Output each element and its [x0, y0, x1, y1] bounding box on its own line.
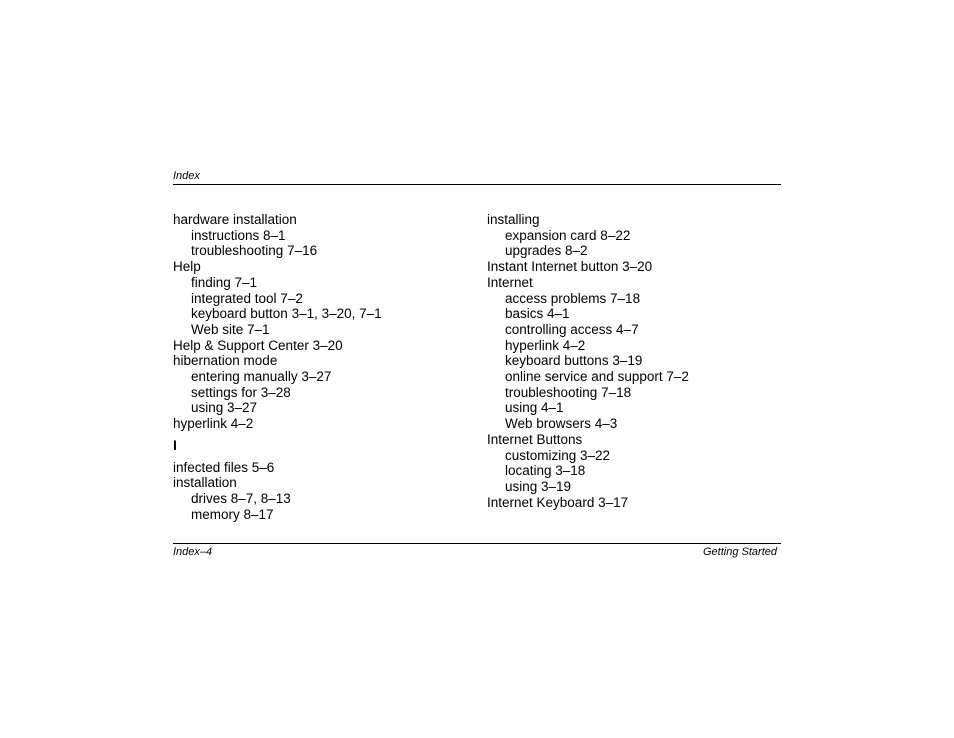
index-column-right	[487, 212, 787, 510]
index-entry: Internet Keyboard 3–17	[487, 494, 629, 510]
index-subentry: hyperlink 4–2	[505, 337, 586, 353]
index-subentry: keyboard buttons 3–19	[505, 353, 643, 369]
book-title: Getting Started	[703, 546, 777, 558]
header-rule	[173, 184, 781, 185]
index-entry: Help	[173, 259, 201, 275]
section-letter-heading: I	[173, 436, 177, 453]
index-subentry: customizing 3–22	[505, 447, 611, 463]
index-subentry: basics 4–1	[505, 306, 570, 322]
index-subentry: locating 3–18	[505, 463, 586, 479]
index-entry: installing	[487, 212, 540, 227]
index-subentry: access problems 7–18	[505, 290, 641, 306]
index-subentry: using 3–27	[191, 400, 258, 416]
index-subentry: instructions 8–1	[191, 227, 286, 243]
index-entry: hardware installation	[173, 212, 297, 227]
running-head: Index	[173, 170, 200, 182]
index-subentry: troubleshooting 7–18	[505, 384, 632, 400]
index-subentry: Web site 7–1	[191, 321, 270, 337]
index-entry: infected files 5–6	[173, 459, 275, 475]
index-subentry: memory 8–17	[191, 506, 274, 522]
index-subentry: using 3–19	[505, 478, 572, 494]
index-subentry: settings for 3–28	[191, 384, 291, 400]
index-subentry: integrated tool 7–2	[191, 290, 303, 306]
footer-rule	[173, 543, 781, 544]
index-subentry: using 4–1	[505, 400, 564, 416]
index-subentry: controlling access 4–7	[505, 321, 639, 337]
index-subentry: troubleshooting 7–16	[191, 243, 318, 259]
index-column-left	[173, 212, 473, 522]
index-entry: Internet	[487, 274, 533, 290]
index-subentry: Web browsers 4–3	[505, 416, 618, 432]
index-entry: hibernation mode	[173, 353, 278, 369]
index-subentry: online service and support 7–2	[505, 369, 689, 385]
index-entry: Internet Buttons	[487, 431, 583, 447]
index-subentry: keyboard button 3–1, 3–20, 7–1	[191, 306, 382, 322]
index-entry: Instant Internet button 3–20	[487, 259, 653, 275]
index-entry: installation	[173, 475, 237, 491]
index-subentry: entering manually 3–27	[191, 369, 332, 385]
index-entry: Help & Support Center 3–20	[173, 337, 343, 353]
index-subentry: upgrades 8–2	[505, 243, 588, 259]
index-subentry: expansion card 8–22	[505, 227, 631, 243]
page-number: Index–4	[173, 546, 213, 558]
index-subentry: finding 7–1	[191, 274, 258, 290]
index-subentry: drives 8–7, 8–13	[191, 490, 291, 506]
index-entry: hyperlink 4–2	[173, 416, 254, 432]
